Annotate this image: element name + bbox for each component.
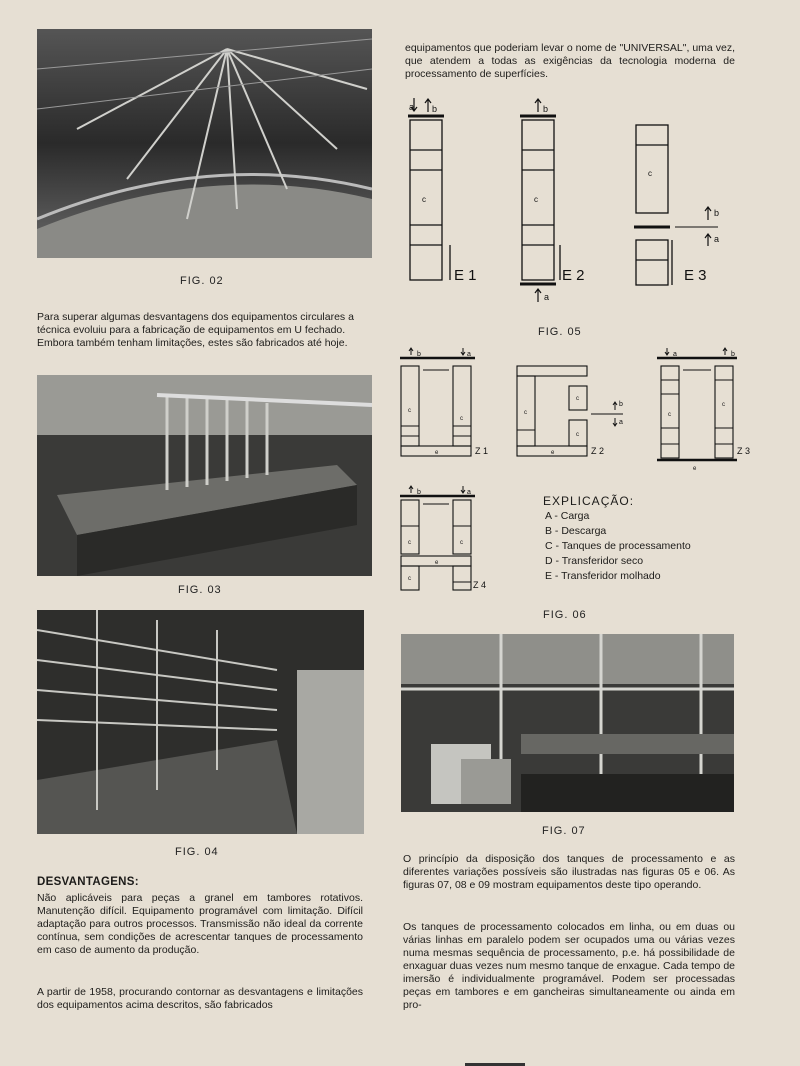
desvantagens-paragraph: Não aplicáveis para peças a granel em tambores rotativos. Manutenção difícil. Equipamento programável com limitação. Difícil adaptação para outros processos. Transmissão não ideal da corrente contínua, sem condições de acrescentar tanques de processamento em caso de aumento da produção. [37, 892, 363, 956]
fig06-z4-e: e [435, 560, 439, 566]
legend-item-a: A - Carga [545, 510, 590, 522]
legend-item-e: E - Transferidor molhado [545, 570, 661, 582]
fig05-label-a-e2: a [544, 292, 550, 302]
fig06-z2-b: b [619, 401, 623, 408]
desvantagens-heading: DESVANTAGENS: [37, 876, 139, 888]
fig05-label-a-e3: a [714, 234, 720, 244]
photo-fig-02 [37, 29, 372, 258]
fig06-z2-a: a [619, 419, 623, 426]
fig06-z2-e: e [551, 450, 555, 456]
fig06-z2-c-right-bottom: c [576, 432, 579, 438]
fig06-z4-c-bottom: c [408, 576, 411, 582]
fig06-z3-b: b [731, 351, 735, 358]
fig06-z3-a: a [673, 351, 677, 358]
legend-list [545, 509, 691, 584]
fig05-label-e3: E 3 [684, 267, 707, 284]
fig05-label-a-e1: a [409, 102, 415, 112]
fig05-label-c-e1: c [422, 195, 426, 204]
final-paragraph: A partir de 1958, procurando contornar as desvantagens e limitações dos equipamentos acima descritos, são fabricados [37, 986, 363, 1011]
photo-fig-02-image [37, 29, 372, 258]
photo-fig-07 [401, 634, 734, 812]
fig06-z4-c-right: c [460, 540, 463, 546]
fig06-z1-c-right: c [460, 416, 463, 422]
tanks-paragraph: Os tanques de processamento colocados em linha, ou em duas ou várias linhas em paralelo podem ser ocupados uma ou várias vezes numa mesmas sequência de processamento, p.e. há possibilidade de enxaguar duas vezes num mesmo tanque de enxague. Cada tempo de imersão é individualmente programável. Podem ser processadas peças em tambores e em gancheiras simultaneamente ou ainda em pro- [403, 921, 735, 1011]
legend-item-b: B - Descarga [545, 525, 607, 537]
legend-item-c: C - Tanques de processamento [545, 540, 691, 552]
fig06-z2-c-right-top: c [576, 396, 579, 402]
caption-fig-02: FIG. 02 [180, 275, 224, 287]
diagram-fig-05 [400, 90, 720, 315]
caption-fig-04: FIG. 04 [175, 846, 219, 858]
caption-fig-06: FIG. 06 [543, 609, 587, 621]
legend-title: EXPLICAÇÃO: [543, 494, 635, 508]
fig06-z2-label: Z 2 [591, 446, 605, 456]
principle-paragraph: O princípio da disposição dos tanques de processamento e as diferentes variações possíveis são ilustradas nas figuras 05 e 06. As figuras 07, 08 e 09 mostram equipamentos deste tipo operando. [403, 853, 735, 891]
fig06-z1-label: Z 1 [475, 446, 489, 456]
photo-fig-03-image [37, 375, 372, 576]
fig06-z3-e: e [693, 466, 697, 472]
fig06-z4-b: b [417, 489, 421, 496]
caption-fig-07: FIG. 07 [542, 825, 586, 837]
intro-paragraph: Para superar algumas desvantagens dos equipamentos circulares a técnica evoluiu para a fabricação de equipamentos em U fechado. Embora também tenham limitações, estes são fabricados até hoje. [37, 311, 354, 349]
universal-paragraph: equipamentos que poderiam levar o nome de "UNIVERSAL", uma vez, que atendem a todas as exigências da tecnologia moderna de processamento de superfícies. [405, 42, 735, 80]
fig06-z3-c-left: c [668, 412, 671, 418]
fig05-label-e2: E 2 [562, 267, 585, 284]
fig06-z4-label: Z 4 [473, 580, 487, 590]
fig06-z1-e: e [435, 450, 439, 456]
fig05-label-c-e3: c [648, 169, 652, 178]
fig06-z2-c-left: c [524, 410, 527, 416]
fig06-z4-c-left: c [408, 540, 411, 546]
caption-fig-03: FIG. 03 [178, 584, 222, 596]
fig06-z3-label: Z 3 [737, 446, 751, 456]
fig06-z1-b: b [417, 351, 421, 358]
fig05-label-b-e1: b [432, 104, 438, 114]
fig06-z4-a: a [467, 489, 471, 496]
fig06-z3-c-right: c [722, 402, 725, 408]
legend-item-d: D - Transferidor seco [545, 555, 644, 567]
photo-fig-07-image [401, 634, 734, 812]
photo-fig-03 [37, 375, 372, 576]
caption-fig-05: FIG. 05 [538, 326, 582, 338]
photo-fig-04-image [37, 610, 364, 834]
photo-fig-04 [37, 610, 364, 834]
fig06-z1-c-left: c [408, 408, 411, 414]
fig05-label-b-e2: b [543, 104, 549, 114]
fig05-label-e1: E 1 [454, 267, 477, 284]
fig05-label-c-e2: c [534, 195, 538, 204]
fig06-z1-a: a [467, 351, 471, 358]
fig05-label-b-e3: b [714, 208, 720, 218]
